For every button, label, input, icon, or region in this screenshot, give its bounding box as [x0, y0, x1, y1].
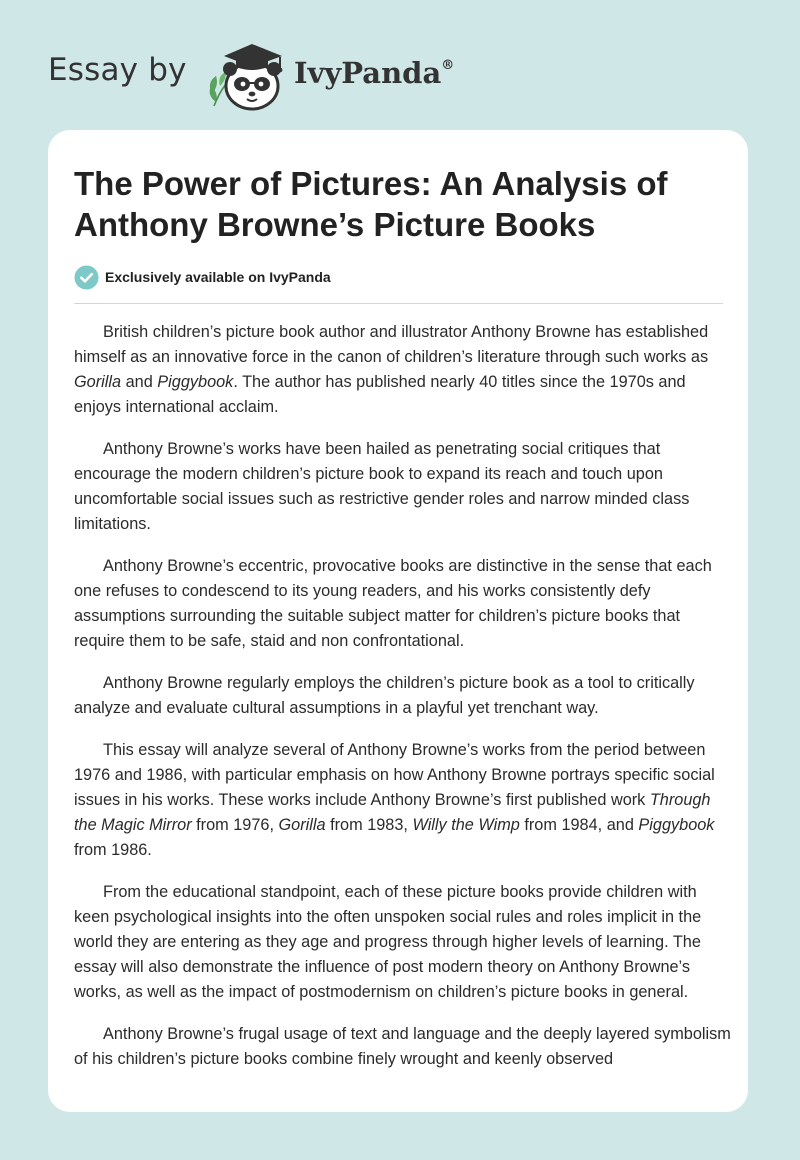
- panda-graduate-icon[interactable]: [202, 36, 292, 112]
- exclusive-badge-text: Exclusively available on IvyPanda: [105, 269, 331, 285]
- article-title: The Power of Pictures: An Analysis of Anthony Browne’s Picture Books: [74, 165, 668, 243]
- book-title: Gorilla: [74, 373, 122, 391]
- body-paragraph: Anthony Browne’s frugal usage of text and language and the deeply layered symbolism of his children’s picture books combine finely wrought and keenly observed: [74, 1025, 731, 1068]
- check-circle-icon: [74, 265, 99, 290]
- book-title: Willy the Wimp: [412, 816, 520, 834]
- body-paragraph: From the educational standpoint, each of these picture books provide children with keen psychological insights into the often unspoken social rules and roles implicit in the world they are entering as they age and progress through higher levels of learning. The essay will also demonstrate the influence of post modern theory on Anthony Browne’s works, as well as the impact of postmodernism on children’s picture books in general.: [74, 883, 702, 1001]
- book-title: Piggybook: [638, 816, 715, 834]
- body-paragraph: Anthony Browne’s works have been hailed as penetrating social critiques that encourage the modern children’s picture book to expand its reach and touch upon uncomfortable social issues such as restrictive gender roles and narrow minded class limitations.: [74, 440, 690, 533]
- book-title: Through the Magic Mirror: [74, 791, 711, 834]
- brand-text: IvyPanda: [294, 56, 442, 90]
- title-divider: [74, 303, 723, 304]
- body-paragraph: British children’s picture book author and illustrator Anthony Browne has established himself as an innovative force in the canon of children’s literature through such works as Gorilla and Piggybook. The author has published nearly 40 titles since the 1970s and enjoys international acclaim.: [74, 323, 709, 416]
- book-title: Piggybook: [157, 373, 234, 391]
- brand-name[interactable]: [294, 56, 454, 90]
- article-card: [48, 130, 748, 1112]
- site-header: [48, 34, 752, 114]
- registered-mark: ®: [441, 58, 455, 73]
- book-title: Gorilla: [278, 816, 326, 834]
- article-body: [74, 320, 734, 1089]
- body-paragraph: Anthony Browne’s eccentric, provocative books are distinctive in the sense that each one refuses to condescend to its young readers, and his works consistently defy assumptions surrounding the suitable subject matter for children’s picture books that require them to be safe, staid and non confrontational.: [74, 557, 712, 650]
- exclusive-badge: [74, 264, 331, 290]
- body-paragraph: This essay will analyze several of Anthony Browne’s works from the period between 1976 and 1986, with particular emphasis on how Anthony Browne portrays specific social issues in his works. These works include Anthony Browne’s first published work Through the Magic Mirror from 1976, Gorilla from 1983, Willy the Wimp from 1984, and Piggybook from 1986.: [74, 741, 715, 859]
- essay-by-label: Essay by: [48, 52, 187, 88]
- body-paragraph: Anthony Browne regularly employs the children’s picture book as a tool to critically analyze and evaluate cultural assumptions in a playful yet trenchant way.: [74, 674, 695, 717]
